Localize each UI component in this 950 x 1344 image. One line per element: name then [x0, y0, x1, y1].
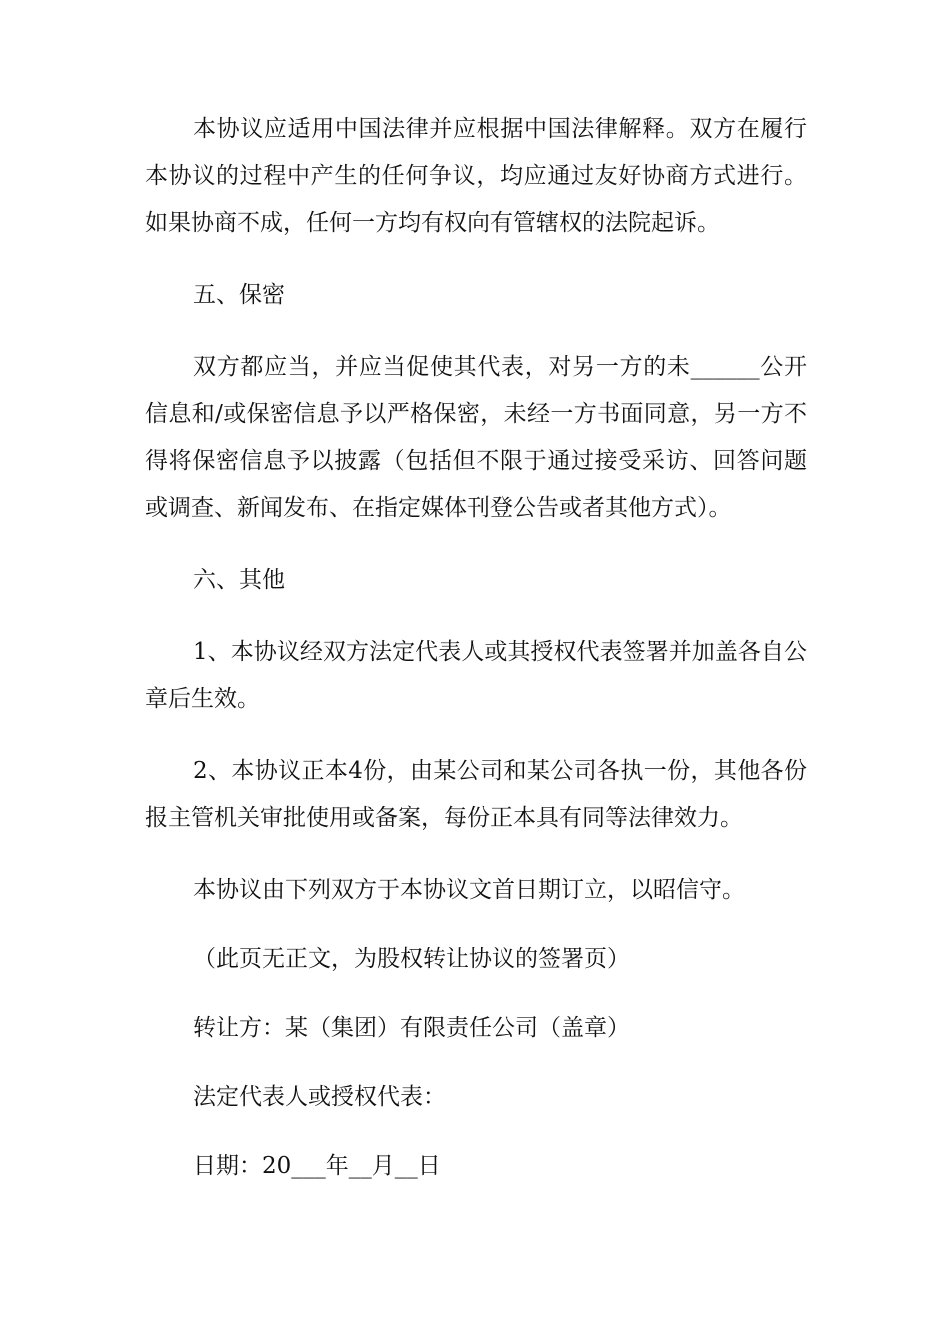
- clause-2-paragraph: 2、本协议正本4份，由某公司和某公司各执一份，其他各份报主管机关审批使用或备案，每份正本具有同等法律效力。: [145, 758, 807, 831]
- legal-representative-line: 法定代表人或授权代表：: [193, 1084, 446, 1110]
- date-line: 日期：20___年__月__日: [193, 1153, 441, 1179]
- signature-page-note: （此页无正文，为股权转让协议的签署页）: [193, 946, 630, 972]
- document-page: [145, 106, 807, 1190]
- section-heading-confidentiality: 五、保密: [193, 282, 285, 308]
- clause-1-paragraph: 1、本协议经双方法定代表人或其授权代表签署并加盖各自公章后生效。: [145, 639, 807, 712]
- section-heading-other: 六、其他: [193, 567, 285, 593]
- confidentiality-paragraph: 双方都应当，并应当促使其代表，对另一方的未______公开信息和/或保密信息予以严格保密，未经一方书面同意，另一方不得将保密信息予以披露（包括但不限于通过接受采访、回答问题或调查、新闻发布、在指定媒体刊登公告或者其他方式）。: [145, 354, 807, 521]
- governing-law-paragraph: 本协议应适用中国法律并应根据中国法律解释。双方在履行本协议的过程中产生的任何争议，均应通过友好协商方式进行。如果协商不成，任何一方均有权向有管辖权的法院起诉。: [145, 116, 807, 236]
- transferor-line: 转让方：某（集团）有限责任公司（盖章）: [193, 1015, 630, 1041]
- execution-statement: 本协议由下列双方于本协议文首日期订立，以昭信守。: [193, 877, 745, 903]
